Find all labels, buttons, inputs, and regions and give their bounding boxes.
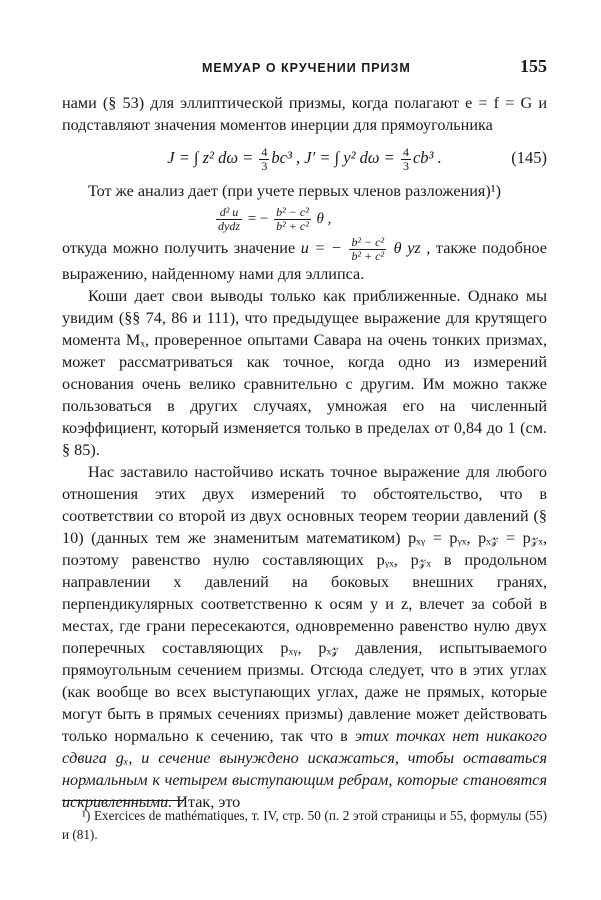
p3-frac-den: b² + c² [351,249,385,263]
paragraph-5 [62,461,547,813]
page-number: 155 [520,56,547,76]
paragraph-4: Коши дает свои выводы только как приближенные. Однако мы увидим (§§ 74, 86 и 111), что предыдущее выражение для крутящего момента Mₓ, проверенное опытами Савара на очень тонких призмах, может рассматриваться как точное, когда одно из измерений основания очень велико сравнительно с другим. Им можно также пользоваться в других случаях, умножая его на численный коэффициент, который изменяется только в пределах от 0,84 до 1 (см. § 85). [62,287,547,459]
eq2-lhs-den: dydz [218,219,240,234]
paragraph-3 [62,236,547,285]
p3-rest: также подобное выражению, найденному нами для эллипса. [62,239,547,283]
eq145-fraction-2 [401,146,411,173]
p3-u: u = − [300,239,348,258]
eq145-fraction-1 [259,146,269,173]
footnote-divider [62,800,184,801]
eq2-rhs-num: b² − c² [276,205,309,220]
eq145-frac1-den: 3 [261,158,268,173]
running-title: МЕМУАР О КРУЧЕНИИ ПРИЗМ [202,61,411,75]
eq145-left: J = ∫ z² dω = [167,148,258,167]
paragraph-2: Тот же анализ дает (при учете первых членов разложения)¹) [88,182,501,200]
eq2-lhs-num: d² u [216,206,242,220]
eq2-rhs-den: b² + c² [276,219,309,234]
p5-italic: этих точках нет никакого сдвига gₓ, и сечение вынуждено искажаться, чтобы оставаться нормальным к четырем выступающим ребрам, которые становятся искривленными. [62,727,547,811]
eq2-lhs [216,206,242,233]
eq145-right: cb³ . [412,148,442,167]
p3-fraction [349,236,386,263]
page-header [62,56,547,77]
eq145-frac2-den: 3 [402,158,409,173]
paragraph-1: нами (§ 53) для эллиптической призмы, когда полагают e = f = G и подставляют значения моментов инерции для прямоугольника [62,94,547,134]
eq2-tail: θ , [312,211,332,227]
eq145-frac1-num: 4 [261,144,268,159]
eq2-rhs [274,206,311,233]
equation-number: (145) [511,148,547,167]
eq145-frac2-num: 4 [402,144,409,159]
eq145-mid: bc³ , J′ = ∫ y² dω = [271,148,399,167]
equation-145 [62,142,547,174]
p5-start: Нас заставило настойчиво искать точное выражение для любого отношения этих двух измерений то обстоятельство, что в соответствии со второй из двух основных теорем теории давлений (§ 10) (данных тем же знаменитым математиком) pₓᵧ = pᵧₓ, pₓ𝓏 = p𝓏ₓ, поэтому равенство нулю составляющих pᵧₓ, p𝓏ₓ в продольном направлении x давлений на боковых внешних гранях, перпендикулярных соответственно к осям y и z, влечет за собой в местах, где грани пересекаются, одновременно равенство нулю двух поперечных составляющих pₓᵧ, pₓ𝓏 давления, испытываемого прямоугольным сечением призмы. Отсюда следует, что в этих углах (как вообще во всех выступающих углах, даже не прямых, которые могут быть в прямых сечениях призмы) давление может действовать только нормально к сечению, так что в [62,463,547,745]
footnote: ¹) Exercices de mathématiques, т. IV, стр. 50 (п. 2 этой страницы и 55, формулы (55) и (81). [62,808,547,842]
p3-start: откуда можно получить значение [62,239,301,258]
p3-tail: θ yz , [388,239,431,258]
p3-frac-num: b² − c² [351,235,385,249]
p5-end: Итак, это [172,793,241,811]
eq2-equals: = − [244,211,273,227]
body-text [62,92,547,813]
equation-derivative [214,204,547,234]
